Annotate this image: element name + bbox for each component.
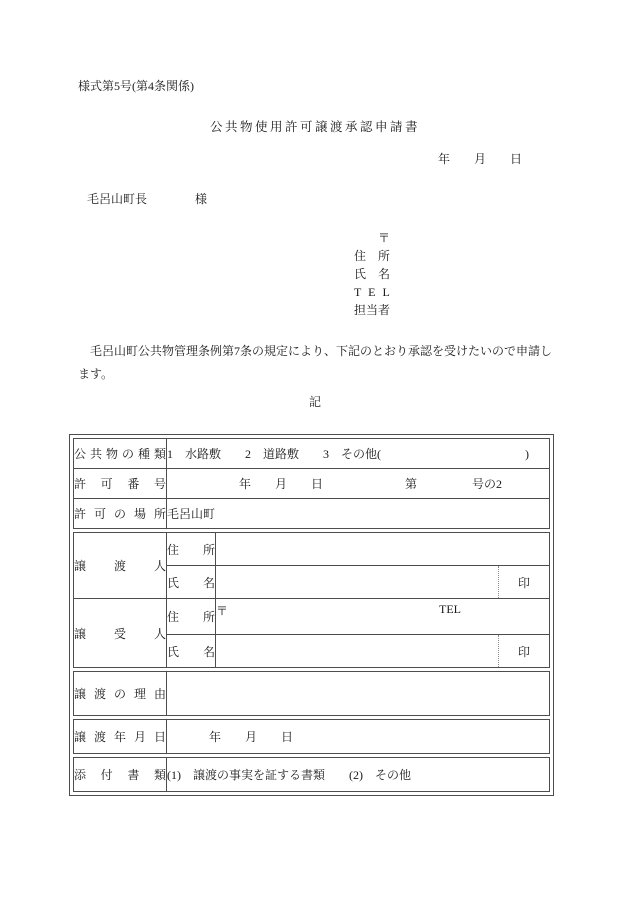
attachments-list: (1) 譲渡の事実を証する書類 (2) その他 (167, 758, 550, 792)
reason-section (73, 671, 550, 716)
applicant-tel-label: T E L (354, 285, 392, 299)
applicant-postal-mark: 〒 (378, 231, 391, 245)
transfer-date-row (74, 720, 550, 754)
transferor-address-row (74, 533, 550, 566)
permit-place-label: 許 可 の 場 所 (74, 499, 167, 529)
transferee-name-field (216, 635, 550, 668)
kind-options: 1 水路敷 2 道路敷 3 その他( ) (167, 439, 550, 469)
document-title: 公共物使用許可譲渡承認申請書 (209, 120, 420, 134)
transferor-seal-label: 印 (517, 575, 530, 590)
transferee-name-label: 氏 名 (167, 635, 216, 668)
applicant-contact-label: 担当者 (354, 303, 391, 317)
permit-number-field (167, 469, 550, 499)
transfer-date-section (73, 719, 550, 754)
permit-number-row (74, 469, 550, 499)
kind-label: 公共物の種類 (74, 439, 167, 469)
attachments-section (73, 757, 550, 792)
application-date-line: 年 月 日 (438, 152, 523, 166)
reason-label: 譲 渡 の 理 由 (74, 672, 167, 716)
applicant-name-label: 氏 名 (354, 267, 391, 281)
permit-number-date: 年 月 日 (239, 477, 324, 491)
transferee-address-row (74, 599, 550, 635)
permit-number-suffix: 号の2 (472, 477, 503, 491)
attachments-label: 添 付 書 類 (74, 758, 167, 792)
permit-info-section (73, 438, 550, 529)
parties-section (73, 532, 550, 668)
transferor-seal-box (498, 566, 549, 598)
transfer-date-field (167, 720, 550, 754)
transferor-address-label: 住 所 (167, 533, 216, 566)
transfer-date-label: 譲 渡 年 月 日 (74, 720, 167, 754)
kind-row (74, 439, 550, 469)
transferee-label: 譲 受 人 (74, 599, 167, 668)
transferee-seal-label: 印 (517, 644, 530, 659)
transferor-label: 譲 渡 人 (74, 533, 167, 599)
application-table (69, 434, 554, 796)
addressee-line (87, 190, 207, 207)
permit-number-prefix: 第 (405, 477, 418, 491)
reason-row (74, 672, 550, 716)
section-mark: 記 (308, 395, 321, 409)
transfer-date-value: 年 月 日 (209, 730, 294, 744)
form-number: 様式第5号(第4条関係) (78, 79, 194, 93)
transferor-address-field (216, 533, 550, 566)
transferee-tel-label: TEL (439, 602, 461, 616)
permit-number-label: 許 可 番 号 (74, 469, 167, 499)
transferor-name-label: 氏 名 (167, 566, 216, 599)
transferee-address-field (216, 599, 550, 635)
attachments-row (74, 758, 550, 792)
addressee-name: 毛呂山町長 (87, 192, 148, 206)
applicant-block (354, 229, 392, 319)
reason-field (167, 672, 550, 716)
body-paragraph: 毛呂山町公共物管理条例第7条の規定により、下記のとおり承認を受けたいので申請します。 (78, 344, 553, 381)
transferor-name-field (216, 566, 550, 599)
transferee-seal-box (498, 635, 549, 667)
permit-place-value: 毛呂山町 (167, 499, 550, 529)
permit-place-row (74, 499, 550, 529)
applicant-address-label: 住 所 (354, 249, 391, 263)
transferee-postal-mark: 〒 (216, 604, 229, 618)
transferee-address-label: 住 所 (167, 599, 216, 635)
addressee-honorific: 様 (195, 192, 208, 206)
